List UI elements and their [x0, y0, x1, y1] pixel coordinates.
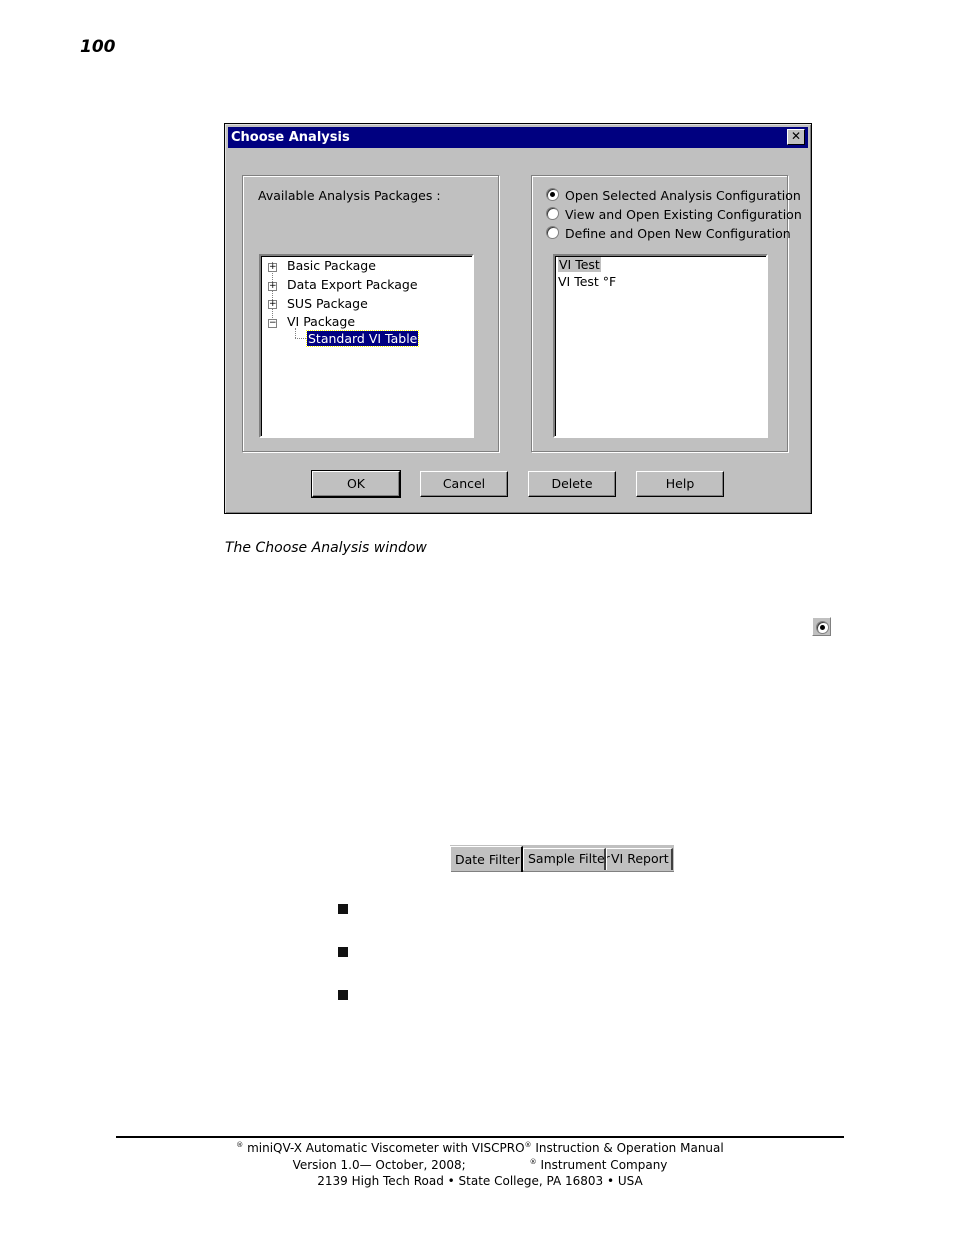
ok-button[interactable]: OK — [312, 471, 400, 497]
tab-vi-report[interactable]: VI Report — [606, 848, 673, 870]
available-packages-group — [242, 175, 499, 452]
bullet-marker — [338, 990, 348, 1000]
list-item-vi-test[interactable]: VI Test — [559, 257, 600, 272]
tab-date-filter[interactable]: Date Filter — [450, 846, 523, 872]
registered-mark: ® — [236, 1141, 244, 1149]
footer-line-2 — [116, 1158, 844, 1172]
page-number: 100 — [80, 37, 116, 57]
collapse-icon[interactable]: − — [269, 318, 277, 328]
footer-text: Instruction & Operation Manual — [531, 1141, 724, 1155]
tree-node-sus-package[interactable]: SUS Package — [287, 296, 368, 311]
tree-node-standard-vi-table[interactable]: Standard VI Table — [308, 331, 418, 346]
figure-caption: The Choose Analysis window — [225, 540, 427, 556]
close-button[interactable] — [787, 129, 805, 145]
available-packages-label: Available Analysis Packages : — [258, 188, 441, 203]
tree-node-basic-package[interactable]: Basic Package — [287, 258, 376, 273]
expand-icon[interactable]: + — [269, 281, 277, 291]
bullet-marker — [338, 904, 348, 914]
registered-mark: ® — [524, 1141, 532, 1149]
expand-icon[interactable]: + — [269, 262, 277, 272]
radio-define-new[interactable] — [546, 226, 791, 241]
packages-tree[interactable] — [259, 254, 474, 438]
report-tabs — [450, 845, 674, 872]
radio-unchecked-icon — [546, 207, 559, 220]
help-button[interactable]: Help — [636, 471, 724, 497]
tree-node-vi-package[interactable]: VI Package — [287, 314, 356, 329]
footer-line-1 — [116, 1141, 844, 1155]
cancel-button[interactable]: Cancel — [420, 471, 508, 497]
expand-icon[interactable]: + — [269, 299, 277, 309]
tree-connector — [295, 338, 306, 339]
bullet-marker — [338, 947, 348, 957]
footer-text: Version 1.0— October, 2008; — [292, 1158, 466, 1172]
radio-checked-icon — [816, 621, 829, 634]
tree-connector — [295, 328, 296, 338]
footer-text: miniQV-X Automatic Viscometer with VISCPRO — [243, 1141, 525, 1155]
radio-unchecked-icon — [546, 226, 559, 239]
footer-rule — [116, 1136, 844, 1138]
radio-button-sample — [812, 617, 831, 636]
delete-button[interactable]: Delete — [528, 471, 616, 497]
registered-mark: ® — [529, 1158, 537, 1166]
configurations-list[interactable] — [553, 254, 768, 438]
footer-text: Instrument Company — [536, 1158, 668, 1172]
radio-label: Open Selected Analysis Configuration — [565, 188, 801, 203]
radio-checked-icon — [546, 188, 559, 201]
radio-label: Define and Open New Configuration — [565, 226, 791, 241]
choose-analysis-dialog — [224, 123, 812, 514]
list-item-vi-test-f[interactable]: VI Test °F — [558, 274, 617, 289]
dialog-titlebar[interactable] — [228, 127, 808, 148]
radio-view-existing[interactable] — [546, 207, 802, 222]
radio-label: View and Open Existing Configuration — [565, 207, 802, 222]
tab-sample-filter[interactable]: Sample Filter — [523, 848, 606, 870]
tree-node-data-export-package[interactable]: Data Export Package — [287, 277, 418, 292]
dialog-title: Choose Analysis — [231, 130, 350, 145]
radio-open-selected[interactable] — [546, 188, 801, 203]
footer-line-3: 2139 High Tech Road • State College, PA 16803 • USA — [317, 1174, 643, 1188]
close-icon: ✕ — [790, 129, 802, 143]
configuration-group — [531, 175, 802, 452]
